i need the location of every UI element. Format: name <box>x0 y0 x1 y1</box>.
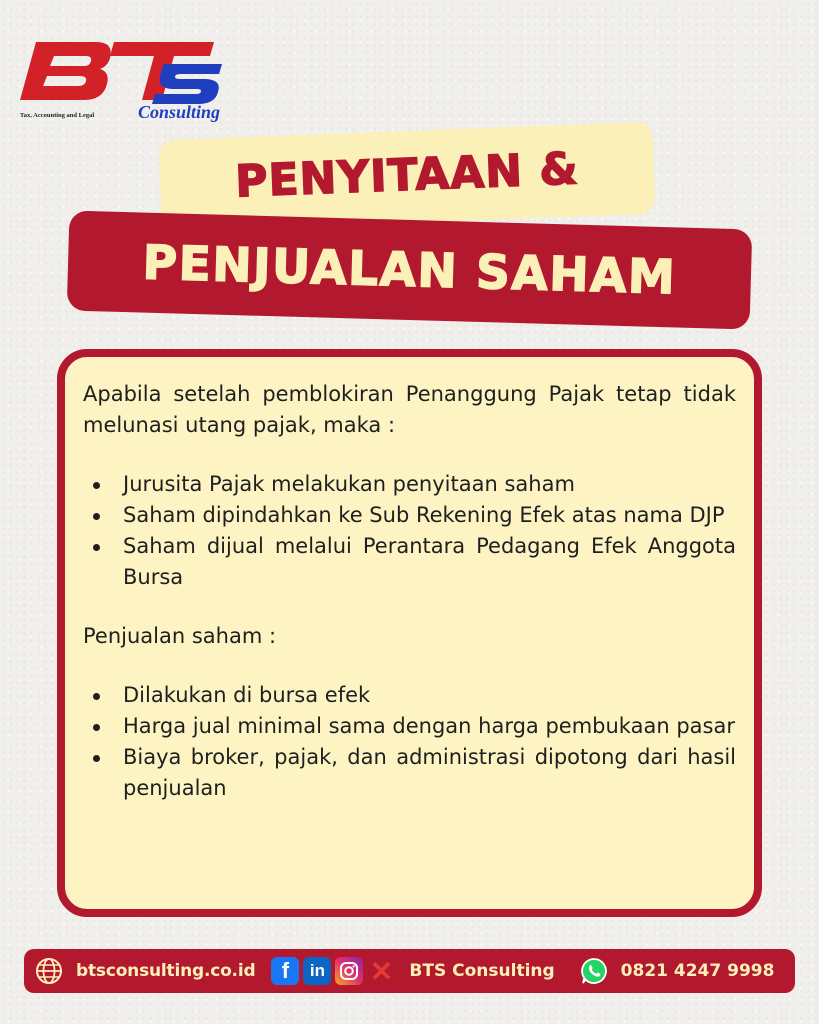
list-item: Dilakukan di bursa efek <box>83 680 736 711</box>
x-icon[interactable]: ✕ <box>369 955 394 987</box>
list-item: Saham dijual melalui Perantara Pedagang Efek Anggota Bursa <box>83 531 736 593</box>
website-link[interactable]: btsconsulting.co.id <box>76 961 256 981</box>
content-card <box>57 349 762 917</box>
list-item: Jurusita Pajak melakukan penyitaan saham <box>83 469 736 500</box>
list-item: Biaya broker, pajak, dan administrasi dipotong dari hasil penjualan <box>83 742 736 804</box>
facebook-icon[interactable]: f <box>271 957 299 985</box>
instagram-icon[interactable] <box>335 957 363 985</box>
globe-icon <box>34 956 64 986</box>
bts-logo <box>14 34 224 129</box>
brand-name: BTS Consulting <box>409 961 555 981</box>
steps-list <box>83 469 736 593</box>
linkedin-icon[interactable]: in <box>303 957 331 985</box>
footer-bar <box>24 949 795 993</box>
list-item: Saham dipindahkan ke Sub Rekening Efek atas nama DJP <box>83 500 736 531</box>
intro-paragraph: Apabila setelah pemblokiran Penanggung Pajak tetap tidak melunasi utang pajak, maka : <box>83 382 736 437</box>
logo-tagline: Tax, Accounting and Legal <box>20 112 95 119</box>
list-item: Harga jual minimal sama dengan harga pembukaan pasar <box>83 711 736 742</box>
social-links <box>271 957 395 985</box>
sale-points-list <box>83 680 736 804</box>
logo-consulting-text: Consulting <box>138 102 221 122</box>
title-line2: PENJUALAN SAHAM <box>141 235 678 306</box>
sale-heading: Penjualan saham : <box>83 624 277 648</box>
whatsapp-icon[interactable] <box>579 956 609 986</box>
phone-number[interactable]: 0821 4247 9998 <box>620 961 775 981</box>
title-line1: PENYITAAN & <box>234 143 580 208</box>
